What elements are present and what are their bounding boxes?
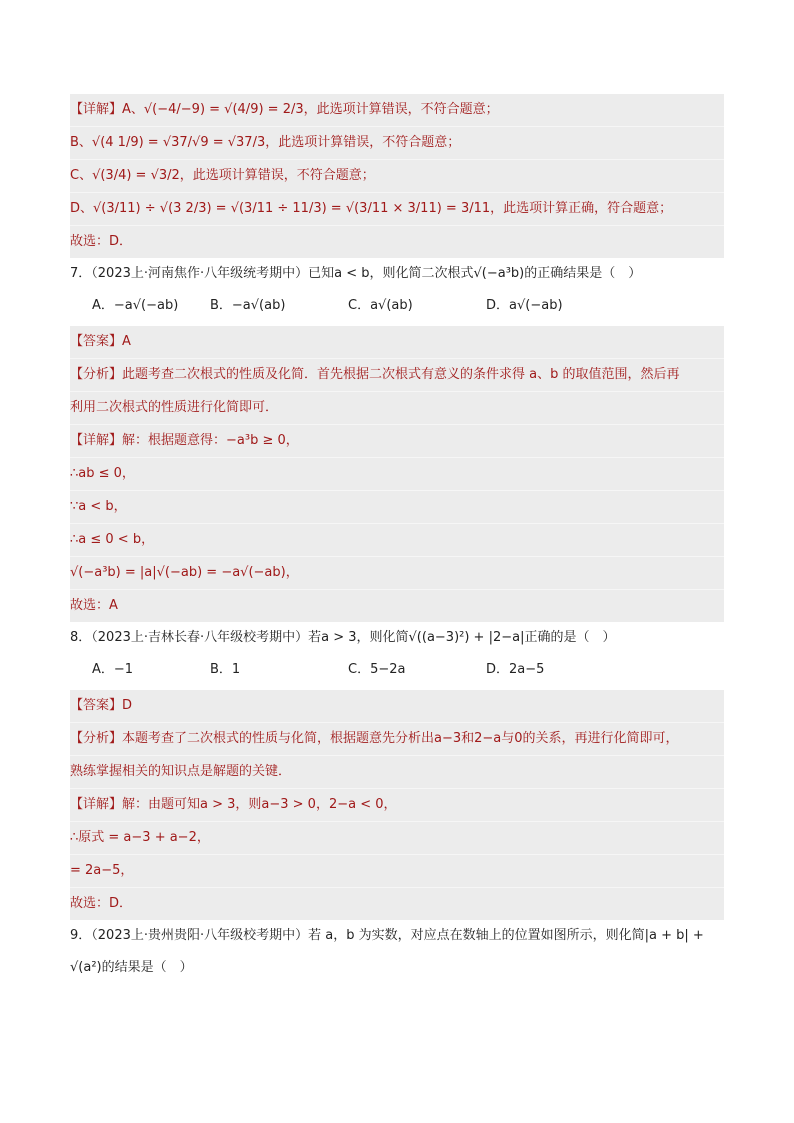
q8-detail-line: 故选：D． (70, 887, 724, 920)
q7-analysis-cont: 利用二次根式的性质进行化简即可． (70, 391, 724, 424)
q7-detail-line: ∵a < b， (70, 490, 724, 523)
q7-stem: 7．（2023上·河南焦作·八年级统考期中）已知a < b，则化简二次根式√(−a³b)的正确结果是（ ） (70, 266, 642, 281)
q7-detail-line: ∴ab ≤ 0， (70, 457, 724, 490)
document-page (70, 94, 724, 984)
q8-options (70, 654, 724, 686)
q8-analysis-cont: 熟练掌握相关的知识点是解题的关键． (70, 755, 724, 788)
q7-detail-line: √(−a³b) = |a|√(−ab) = −a√(−ab)， (70, 556, 724, 589)
q7-options (70, 290, 724, 322)
q8-option-a: A．−1 (92, 662, 134, 677)
q7-analysis: 【分析】此题考查二次根式的性质及化简．首先根据二次根式有意义的条件求得 a、b 的取值范围，然后再 (70, 358, 724, 391)
q8-stem: 8．（2023上·吉林长春·八年级校考期中）若a > 3，则化简√((a−3)²) + |2−a|正确的是（ ） (70, 630, 616, 645)
q7-detail-line: ∴a ≤ 0 < b， (70, 523, 724, 556)
q8-detail-line: ∴原式 = a−3 + a−2， (70, 821, 724, 854)
q6-detail-line: B、√(4 1/9) = √37/√9 = √37/3，此选项计算错误，不符合题意； (70, 126, 724, 159)
q8-option-d: D．2a−5 (486, 662, 545, 677)
q8-detail-line: = 2a−5， (70, 854, 724, 887)
q6-detail-line: D、√(3/11) ÷ √(3 2/3) = √(3/11 ÷ 11/3) = √(3/11 × 3/11) = 3/11，此选项计算正确，符合题意； (70, 192, 724, 225)
q9-stem-cont: √(a²)的结果是（ ） (70, 960, 193, 975)
q8-option-b: B．1 (210, 662, 241, 677)
q6-detail-line: 故选：D． (70, 225, 724, 258)
q7-option-b: B．−a√(ab) (210, 298, 286, 313)
q8-detail-line: 【详解】解：由题可知a > 3，则a−3 > 0，2−a < 0， (70, 788, 724, 821)
q6-detail-block (70, 94, 724, 258)
q9-stem: 9．（2023上·贵州贵阳·八年级校考期中）若 a，b 为实数，对应点在数轴上的位置如图所示，则化简|a + b| + (70, 928, 704, 943)
q6-detail-line: C、√(3/4) = √3/2，此选项计算错误，不符合题意； (70, 159, 724, 192)
q7-answer: 【答案】A (70, 326, 724, 358)
q8-answer: 【答案】D (70, 690, 724, 722)
q7-option-d: D．a√(−ab) (486, 298, 563, 313)
q7-option-a: A．−a√(−ab) (92, 298, 179, 313)
q7-option-c: C．a√(ab) (348, 298, 413, 313)
q7-detail-line: 故选：A (70, 589, 724, 622)
q6-detail-line: 【详解】A、√(−4/−9) = √(4/9) = 2/3，此选项计算错误，不符合题意； (70, 94, 724, 126)
q8-analysis: 【分析】本题考查了二次根式的性质与化简，根据题意先分析出a−3和2−a与0的关系，再进行化简即可， (70, 722, 724, 755)
q7-detail-line: 【详解】解：根据题意得：−a³b ≥ 0， (70, 424, 724, 457)
q8-option-c: C．5−2a (348, 662, 406, 677)
